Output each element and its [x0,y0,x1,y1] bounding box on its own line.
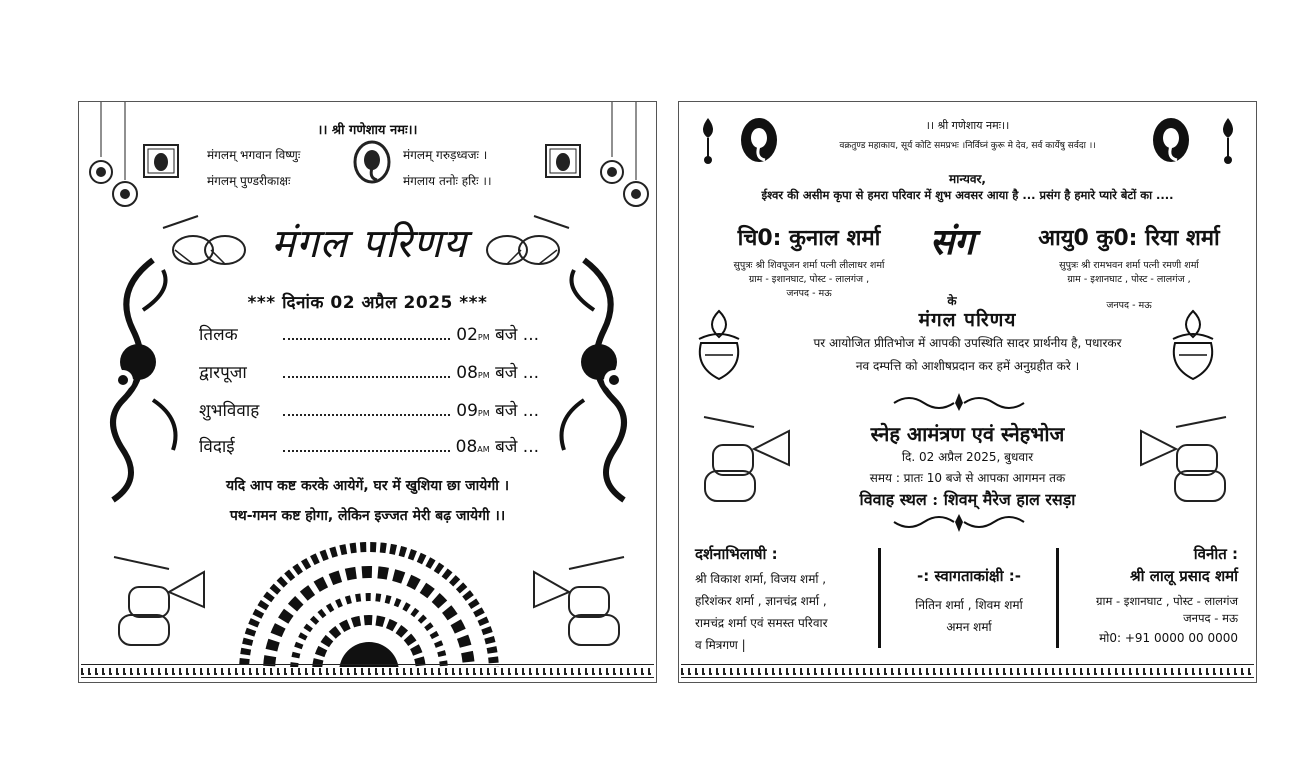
swagatakanshi-heading: -: स्वागताकांक्षी :- [917,567,1021,585]
vinit-heading: विनीत : [1193,545,1238,563]
sang-text: संग [929,221,975,263]
darshanabhilashi-line: रामचंद्र शर्मा एवं समस्त परिवार [695,616,828,630]
peacock-icon [544,250,644,510]
venue: विवाह स्थल : शिवम् मैरेज हाल रसड़ा [859,490,1076,509]
salutation: मान्यवर, [949,172,986,186]
darshanabhilashi-line: श्री विकाश शर्मा, विजय शर्मा , [695,572,827,586]
dotted-leader [283,368,450,378]
schedule-event: तिलक [199,325,238,345]
invite-line-2: नव दम्पत्ति को आशीषप्रदान कर हमें अनुग्रहीत करे । [855,359,1080,373]
schedule-row-dwarpuja [199,360,539,390]
schedule-row-vidai [199,434,539,464]
schedule-row-tilak [199,322,539,352]
divider [878,548,881,648]
couplet-line-1: यदि आप कष्ट करके आयेगें, घर में खुशिया छा जायेगी । [225,478,510,494]
invite-line-1: पर आयोजित प्रीतिभोज में आपकी उपस्थिति सादर प्रार्थनीय है, पधारकर [813,336,1122,350]
groom-village: ग्राम - इशानघाट, पोस्ट - लालगंज , [748,274,870,285]
date-line: *** दिनांक 02 अप्रैल 2025 *** [247,293,488,313]
kalash-icon [691,307,747,385]
ganesh-icon [351,140,393,186]
lantern-icon [85,102,145,212]
mangalam-right-1: मंगलम् गरुड़ध्वजः । [403,148,488,162]
bride-parents: सुपुत्रः श्री रामभवन शर्मा पत्नी रमणी शर्मा [1059,260,1199,271]
intro-line: ईश्वर की असीम कृपा से हमरा परिवार में शुभ अवसर आया है ... प्रसंग है हमारे प्यारे बेटों का .... [761,188,1174,202]
groom-name: चि0: कुनाल शर्मा [737,226,881,251]
vinit-mobile: मो0: +91 0000 00 0000 [1099,631,1238,645]
dhol-icon [109,547,219,652]
schedule-row-shubhvivah [199,398,539,428]
mangalam-right-2: मंगलाय तनोः हरिः ।। [403,174,492,188]
groom-district: जनपद - मऊ [786,288,832,299]
schedule-time: 08AM बजे ... [455,437,539,457]
schedule-time: 08PM बजे ... [456,363,539,383]
flourish-icon [889,512,1029,534]
dotted-leader [283,442,450,452]
invitation-card-left [78,101,657,683]
mangalam-left-1: मंगलम् भगवान विष्णुः [207,148,301,162]
mangalam-left-2: मंगलम् पुण्डरीकाक्षः [207,174,291,188]
decorative-border [81,664,654,678]
swagatakanshi-list [884,594,1054,638]
darshanabhilashi-line: हरिशंकर शर्मा , ज्ञानचंद्र शर्मा , [695,594,827,608]
invitation-card-right [678,101,1257,683]
title-mangal-parinay: मंगल परिणय [271,221,467,267]
dhol-icon [519,547,629,652]
decorative-border [681,664,1254,678]
lantern-icon [592,102,652,212]
darshanabhilashi-line: व मित्रगण | [695,638,746,652]
dotted-leader [283,330,450,340]
groom-parents: सुपुत्रः श्री शिवपूजन शर्मा पत्नी लीलाधर शर्मा [733,260,885,271]
darshanabhilashi-heading: दर्शनाभिलाषी : [695,545,778,563]
ganesh-frame-icon [143,144,179,178]
reception-date: दि. 02 अप्रैल 2025, बुधवार [901,450,1034,464]
divider [1056,548,1059,648]
ganesh-invocation: ।। श्री गणेशाय नमः।। [317,123,418,138]
ganesh-invocation: ।। श्री गणेशाय नमः।। [925,119,1010,132]
vinit-name: श्री लालू प्रसाद शर्मा [1130,567,1238,585]
mandala-icon [237,542,501,667]
bride-name: आयु0 कु0: रिया शर्मा [1038,226,1220,251]
ke-text: के [947,294,957,308]
darshanabhilashi-list [695,568,885,656]
schedule-time: 09PM बजे ... [456,401,539,421]
vakratunda-mantra: वक्रतुण्ड महाकाय, सूर्य कोटि समप्रभः ।निर्विघ्नं कुरू मे देव, सर्व कार्येषु सर्वदा ।। [839,141,1096,151]
mangal-parinay-heading: मंगल परिणय [918,309,1017,331]
dotted-leader [283,406,450,416]
reception-time: समय : प्रातः 10 बजे से आपका आगमन तक [869,471,1066,485]
peacock-icon [93,250,193,510]
schedule-event: शुभविवाह [199,401,260,421]
ganesh-frame-icon [545,144,581,178]
schedule-time: 02PM बजे ... [456,325,539,345]
reception-title: स्नेह आमंत्रण एवं स्नेहभोज [870,422,1065,446]
bride-district: जनपद - मऊ [1106,300,1152,311]
couplet-line-2: पथ-गमन कष्ट होगा, लेकिन इज्जत मेरी बढ़ जायेगी ।। [229,508,506,524]
vinit-district: जनपद - मऊ [1183,611,1238,625]
swagatakanshi-line: अमन शर्मा [946,620,992,634]
vinit-address: ग्राम - इशानघाट , पोस्ट - लालगंज [1096,594,1238,608]
schedule-event: विदाई [199,437,235,457]
bride-village: ग्राम - इशानघाट , पोस्ट - लालगंज , [1067,274,1191,285]
flourish-icon [889,391,1029,413]
swagatakanshi-line: नितिन शर्मा , शिवम शर्मा [915,598,1023,612]
schedule-event: द्वारपूजा [199,363,247,383]
